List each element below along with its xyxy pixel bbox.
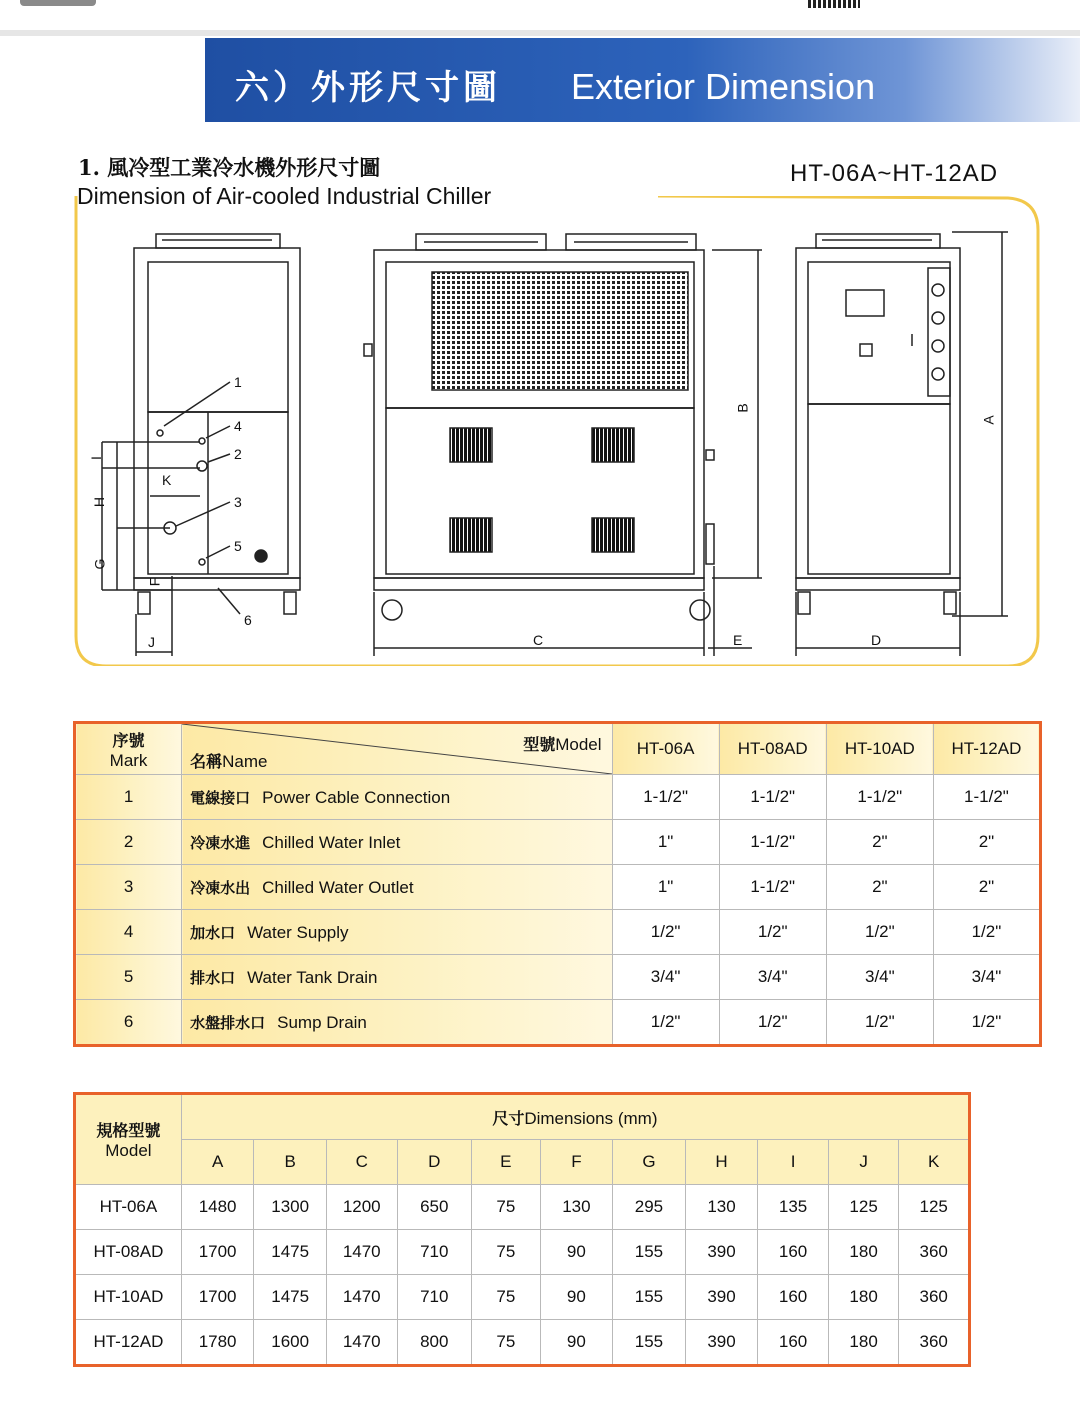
dim-label-j: J	[148, 634, 155, 650]
dim-label-e: E	[733, 632, 743, 648]
dimensions-header: 尺寸Dimensions (mm)	[181, 1094, 969, 1140]
dim-label-b: B	[734, 403, 751, 413]
dimensions-table	[73, 1092, 971, 1367]
dim-label-d: D	[871, 632, 882, 648]
banner-title-en: Exterior Dimension	[571, 66, 876, 107]
table-row: 1 電線接口 Power Cable Connection 1-1/2" 1-1/2" 1-1/2" 1-1/2"	[75, 775, 1041, 820]
dim-label-a: A	[980, 415, 997, 425]
dim-label-h: H	[91, 496, 108, 508]
model-range: HT-06A~HT-12AD	[790, 160, 999, 187]
table-row: 6 水盤排水口 Sump Drain 1/2" 1/2" 1/2" 1/2"	[75, 1000, 1041, 1046]
mark-label-6: 6	[244, 612, 252, 628]
tab-handle	[20, 0, 96, 6]
connections-table	[73, 721, 1042, 1047]
banner-title-zh: 六）外形尺寸圖	[235, 68, 501, 108]
table-row: 2 冷凍水進 Chilled Water Inlet 1" 1-1/2" 2" 2"	[75, 820, 1041, 865]
table-row: 4 加水口 Water Supply 1/2" 1/2" 1/2" 1/2"	[75, 910, 1041, 955]
model-header: 規格型號 Model	[75, 1094, 182, 1185]
mark-label-5: 5	[234, 538, 242, 554]
dim-label-g: G	[91, 558, 108, 570]
name-header-label: 名稱Name	[190, 752, 268, 771]
name-model-header	[182, 723, 612, 775]
table-row: HT-10AD 1700 1475 1470 710 75 90 155 390 160 180 360	[75, 1275, 970, 1320]
table-row: 5 排水口 Water Tank Drain 3/4" 3/4" 3/4" 3/4"	[75, 955, 1041, 1000]
mark-header: 序號 Mark	[75, 723, 182, 775]
top-bar	[0, 0, 1080, 36]
dim-label-f: F	[146, 577, 163, 587]
model-col-header: HT-06A	[612, 723, 719, 775]
model-header-label: 型號Model	[523, 735, 602, 754]
section-title-en: Dimension of Air-cooled Industrial Chiller	[77, 183, 492, 209]
model-col-header: HT-10AD	[826, 723, 933, 775]
section-banner	[205, 38, 1080, 122]
table-header-row	[75, 723, 1041, 775]
mark-label-3: 3	[234, 494, 242, 510]
qr-code-strip	[808, 0, 860, 8]
dim-label-c: C	[533, 632, 544, 648]
front-view	[364, 234, 762, 656]
dims-header-row	[75, 1094, 970, 1140]
top-divider	[0, 30, 1080, 36]
mark-label-4: 4	[234, 418, 242, 434]
side-view-right	[796, 232, 1008, 656]
dim-label-i: I	[87, 456, 104, 460]
table-row: HT-08AD 1700 1475 1470 710 75 90 155 390 160 180 360	[75, 1230, 970, 1275]
section-title-zh: 1. 風冷型工業冷水機外形尺寸圖	[78, 155, 381, 180]
mark-label-1: 1	[234, 374, 242, 390]
model-col-header: HT-12AD	[933, 723, 1040, 775]
side-view-left	[102, 234, 300, 656]
model-col-header: HT-08AD	[719, 723, 826, 775]
dims-column-row: A B C D E F G H I J K	[75, 1140, 970, 1185]
table-row: HT-06A 1480 1300 1200 650 75 130 295 130 135 125 125	[75, 1185, 970, 1230]
mark-label-2: 2	[234, 446, 242, 462]
table-row: 3 冷凍水出 Chilled Water Outlet 1" 1-1/2" 2" 2"	[75, 865, 1041, 910]
chiller-dimension-drawing	[72, 196, 1040, 666]
table-row: HT-12AD 1780 1600 1470 800 75 90 155 390 160 180 360	[75, 1320, 970, 1366]
dim-label-k: K	[162, 472, 172, 488]
